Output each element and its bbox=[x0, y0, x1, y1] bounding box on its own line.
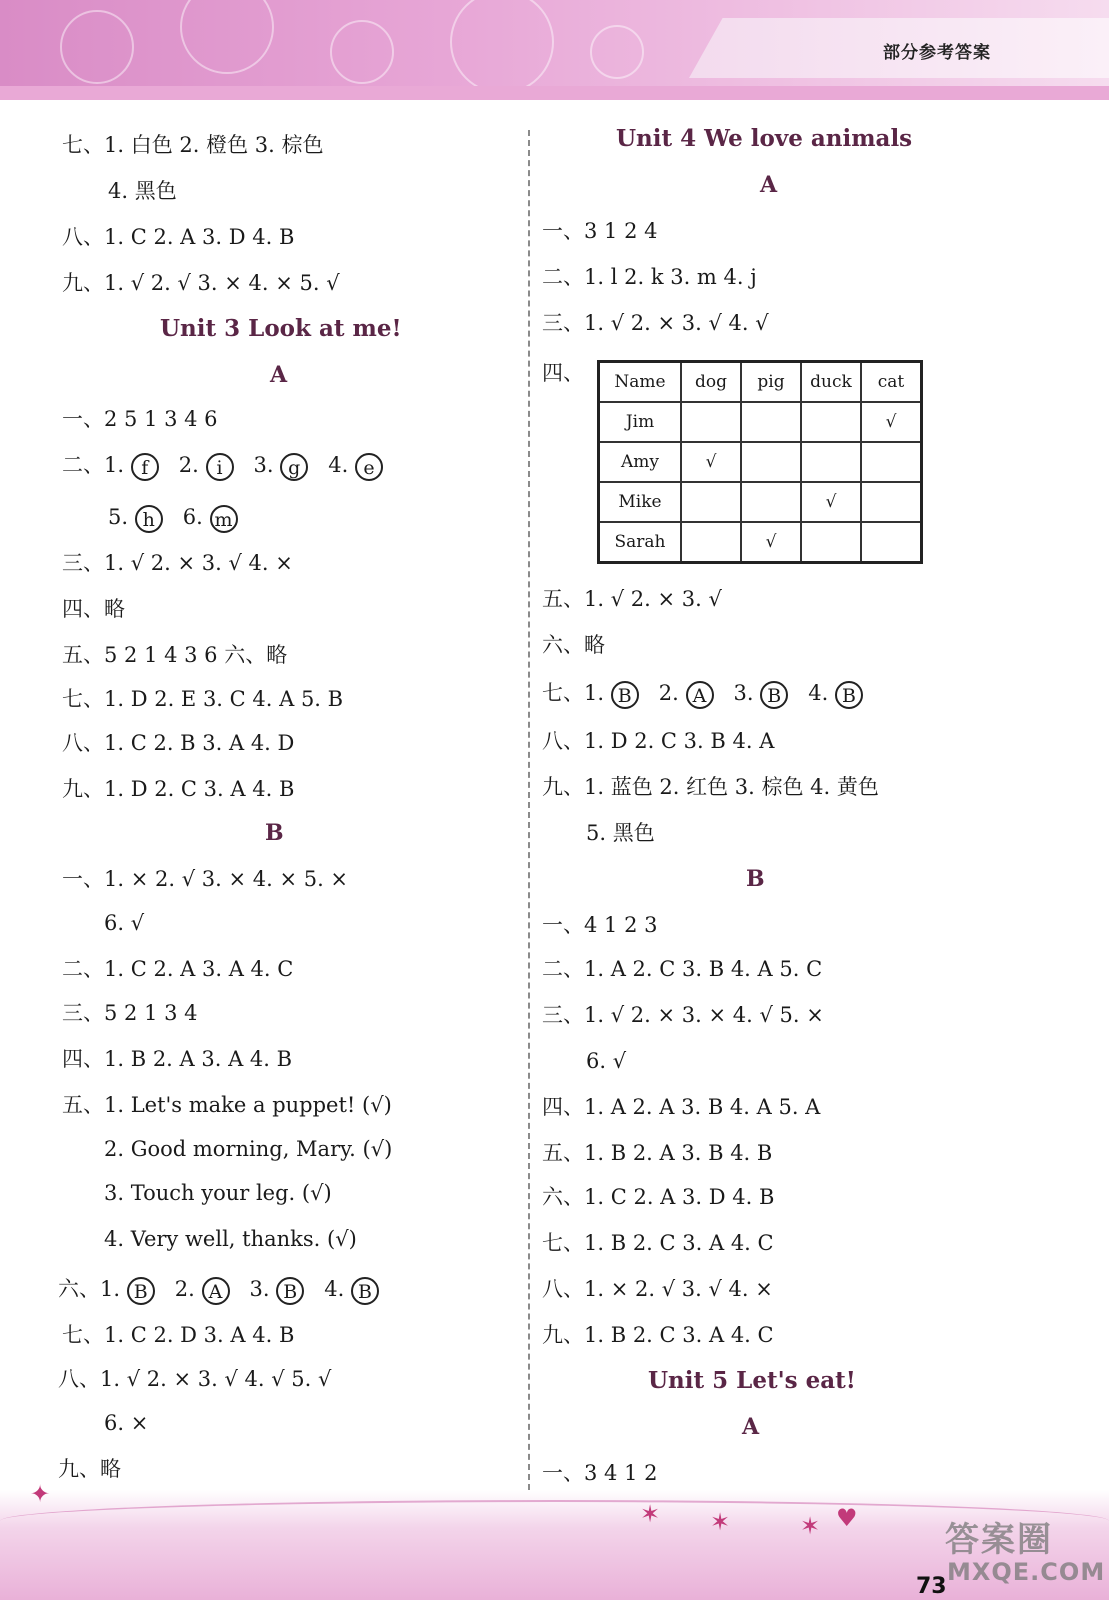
answer-line: 二、1. A 2. C 3. B 4. A 5. C bbox=[542, 957, 823, 981]
table-cell: √ bbox=[741, 522, 801, 563]
table-cell bbox=[801, 442, 861, 482]
unit-4-title: Unit 4 We love animals bbox=[616, 125, 913, 152]
table-cell: √ bbox=[801, 482, 861, 522]
header-decoration-circle bbox=[590, 25, 644, 79]
answer-line: 八、1. C 2. B 3. A 4. D bbox=[62, 731, 295, 755]
answer-line: 三、1. √ 2. × 3. √ 4. × bbox=[62, 551, 293, 575]
answer-line: 八、1. × 2. √ 3. √ 4. × bbox=[542, 1277, 773, 1301]
table-cell: √ bbox=[861, 402, 922, 442]
animal-table bbox=[597, 360, 923, 564]
table-header-cell: dog bbox=[681, 362, 741, 403]
table-cell: Amy bbox=[599, 442, 682, 482]
circled-answer-line bbox=[58, 1274, 379, 1304]
circled-letter: B bbox=[276, 1277, 304, 1305]
unit-5-title: Unit 5 Let's eat! bbox=[648, 1367, 856, 1394]
answer-line: 4. 黑色 bbox=[108, 179, 177, 203]
item-num: 4. bbox=[324, 1277, 345, 1301]
header-decoration-circle bbox=[450, 0, 554, 94]
section-b-heading: B bbox=[265, 820, 284, 846]
answer-line: 九、1. B 2. C 3. A 4. C bbox=[542, 1323, 774, 1347]
table-cell bbox=[801, 402, 861, 442]
answer-line: 6. √ bbox=[104, 911, 145, 935]
table-cell bbox=[861, 522, 922, 563]
item-num: 2. bbox=[174, 1277, 195, 1301]
answer-line: 一、3 4 1 2 bbox=[542, 1461, 658, 1485]
table-cell: Jim bbox=[599, 402, 682, 442]
answer-line: 一、2 5 1 3 4 6 bbox=[62, 407, 218, 431]
answer-line: 一、3 1 2 4 bbox=[542, 219, 658, 243]
section-a-heading: A bbox=[760, 172, 778, 198]
answer-line: 九、1. 蓝色 2. 红色 3. 棕色 4. 黄色 bbox=[542, 775, 879, 799]
circled-letter: f bbox=[131, 453, 159, 481]
star-icon: ✶ bbox=[710, 1508, 731, 1536]
circled-answer-line bbox=[108, 502, 238, 532]
question-prefix: 二、1. bbox=[62, 453, 125, 477]
circled-answer-line bbox=[542, 678, 863, 708]
circled-letter: B bbox=[351, 1277, 379, 1305]
answer-line: 二、1. l 2. k 3. m 4. j bbox=[542, 265, 757, 289]
table-header-cell: Name bbox=[599, 362, 682, 403]
table-cell bbox=[681, 482, 741, 522]
circled-letter: m bbox=[210, 505, 238, 533]
item-num: 4. bbox=[808, 681, 829, 705]
question-prefix: 六、1. bbox=[58, 1277, 121, 1301]
item-num: 2. bbox=[658, 681, 679, 705]
table-cell bbox=[681, 402, 741, 442]
circled-letter: B bbox=[611, 681, 639, 709]
table-cell bbox=[741, 402, 801, 442]
table-cell: Sarah bbox=[599, 522, 682, 563]
circled-letter: B bbox=[127, 1277, 155, 1305]
answer-line: 九、略 bbox=[58, 1457, 121, 1481]
answer-line: 6. √ bbox=[586, 1049, 627, 1073]
section-b-heading: B bbox=[746, 866, 765, 892]
table-cell: Mike bbox=[599, 482, 682, 522]
answer-line: 4. Very well, thanks. (√) bbox=[104, 1227, 357, 1251]
star-icon: ✶ bbox=[640, 1500, 661, 1528]
answer-line: 七、1. 白色 2. 橙色 3. 棕色 bbox=[62, 133, 324, 157]
item-num: 4. bbox=[328, 453, 349, 477]
answer-line: 九、1. √ 2. √ 3. × 4. × 5. √ bbox=[62, 271, 340, 295]
answer-line: 四、1. B 2. A 3. A 4. B bbox=[62, 1047, 293, 1071]
question-prefix: 四、 bbox=[542, 361, 584, 385]
answer-line: 九、1. D 2. C 3. A 4. B bbox=[62, 777, 295, 801]
answer-line: 一、4 1 2 3 bbox=[542, 913, 658, 937]
table-row bbox=[599, 442, 922, 482]
answer-line: 四、1. A 2. A 3. B 4. A 5. A bbox=[542, 1095, 821, 1119]
answer-line: 六、略 bbox=[542, 633, 605, 657]
item-num: 6. bbox=[182, 505, 203, 529]
answer-line: 6. × bbox=[104, 1411, 149, 1435]
heart-icon: ♥ bbox=[836, 1504, 858, 1532]
header-title: 部分参考答案 bbox=[883, 43, 991, 63]
circled-answer-line bbox=[62, 450, 383, 480]
question-prefix: 七、1. bbox=[542, 681, 605, 705]
answer-line: 一、1. × 2. √ 3. × 4. × 5. × bbox=[62, 867, 349, 891]
page-number: 73 bbox=[916, 1574, 947, 1599]
item-num: 3. bbox=[733, 681, 754, 705]
table-cell bbox=[741, 442, 801, 482]
answer-line: 五、1. B 2. A 3. B 4. B bbox=[542, 1141, 773, 1165]
answer-line: 八、1. D 2. C 3. B 4. A bbox=[542, 729, 775, 753]
table-row bbox=[599, 522, 922, 563]
circled-letter: A bbox=[686, 681, 714, 709]
table-cell bbox=[741, 482, 801, 522]
answer-line: 二、1. C 2. A 3. A 4. C bbox=[62, 957, 294, 981]
answer-line: 六、1. C 2. A 3. D 4. B bbox=[542, 1185, 775, 1209]
watermark-logo bbox=[935, 1510, 1105, 1590]
answer-line: 七、1. D 2. E 3. C 4. A 5. B bbox=[62, 687, 344, 711]
answer-line: 四、略 bbox=[62, 597, 125, 621]
answer-line: 五、5 2 1 4 3 6 六、略 bbox=[62, 643, 288, 667]
circled-letter: B bbox=[835, 681, 863, 709]
star-icon: ✶ bbox=[800, 1512, 821, 1540]
table-cell bbox=[801, 522, 861, 563]
item-num: 3. bbox=[249, 1277, 270, 1301]
answer-line: 3. Touch your leg. (√) bbox=[104, 1181, 332, 1205]
answer-line: 八、1. √ 2. × 3. √ 4. √ 5. √ bbox=[58, 1367, 332, 1391]
answer-line: 三、1. √ 2. × 3. × 4. √ 5. × bbox=[542, 1003, 824, 1027]
unit-3-title: Unit 3 Look at me! bbox=[160, 315, 402, 342]
table-cell bbox=[861, 442, 922, 482]
circled-letter: h bbox=[135, 505, 163, 533]
answer-line: 2. Good morning, Mary. (√) bbox=[104, 1137, 393, 1161]
watermark-url: MXQE.COM bbox=[947, 1558, 1106, 1586]
page-header bbox=[0, 0, 1109, 100]
table-row bbox=[599, 482, 922, 522]
item-num: 2. bbox=[178, 453, 199, 477]
answer-line: 七、1. C 2. D 3. A 4. B bbox=[62, 1323, 295, 1347]
item-num: 5. bbox=[108, 505, 129, 529]
table-cell bbox=[861, 482, 922, 522]
star-icon: ✦ bbox=[30, 1480, 51, 1508]
table-header-row bbox=[599, 362, 922, 403]
section-a-heading: A bbox=[742, 1414, 760, 1440]
answer-line: 五、1. √ 2. × 3. √ bbox=[542, 587, 722, 611]
table-cell: √ bbox=[681, 442, 741, 482]
header-decoration-circle bbox=[330, 20, 394, 84]
circled-letter: B bbox=[760, 681, 788, 709]
item-num: 3. bbox=[253, 453, 274, 477]
header-decoration-circle bbox=[60, 10, 134, 84]
answer-line: 5. 黑色 bbox=[586, 821, 655, 845]
table-header-cell: duck bbox=[801, 362, 861, 403]
answer-line: 七、1. B 2. C 3. A 4. C bbox=[542, 1231, 774, 1255]
header-decoration-circle bbox=[180, 0, 274, 74]
table-header-cell: cat bbox=[861, 362, 922, 403]
circled-letter: g bbox=[280, 453, 308, 481]
circled-letter: i bbox=[206, 453, 234, 481]
answer-line: 五、1. Let's make a puppet! (√) bbox=[62, 1093, 392, 1117]
table-row bbox=[599, 402, 922, 442]
header-stripe bbox=[0, 86, 1109, 100]
table-header-cell: pig bbox=[741, 362, 801, 403]
circled-letter: A bbox=[202, 1277, 230, 1305]
watermark-text: 答案圈 bbox=[945, 1520, 1053, 1560]
answer-line: 三、1. √ 2. × 3. √ 4. √ bbox=[542, 311, 769, 335]
section-a-heading: A bbox=[270, 362, 288, 388]
table-cell bbox=[681, 522, 741, 563]
column-divider bbox=[528, 130, 530, 1490]
answer-line: 八、1. C 2. A 3. D 4. B bbox=[62, 225, 295, 249]
answer-line: 三、5 2 1 3 4 bbox=[62, 1001, 198, 1025]
circled-letter: e bbox=[355, 453, 383, 481]
